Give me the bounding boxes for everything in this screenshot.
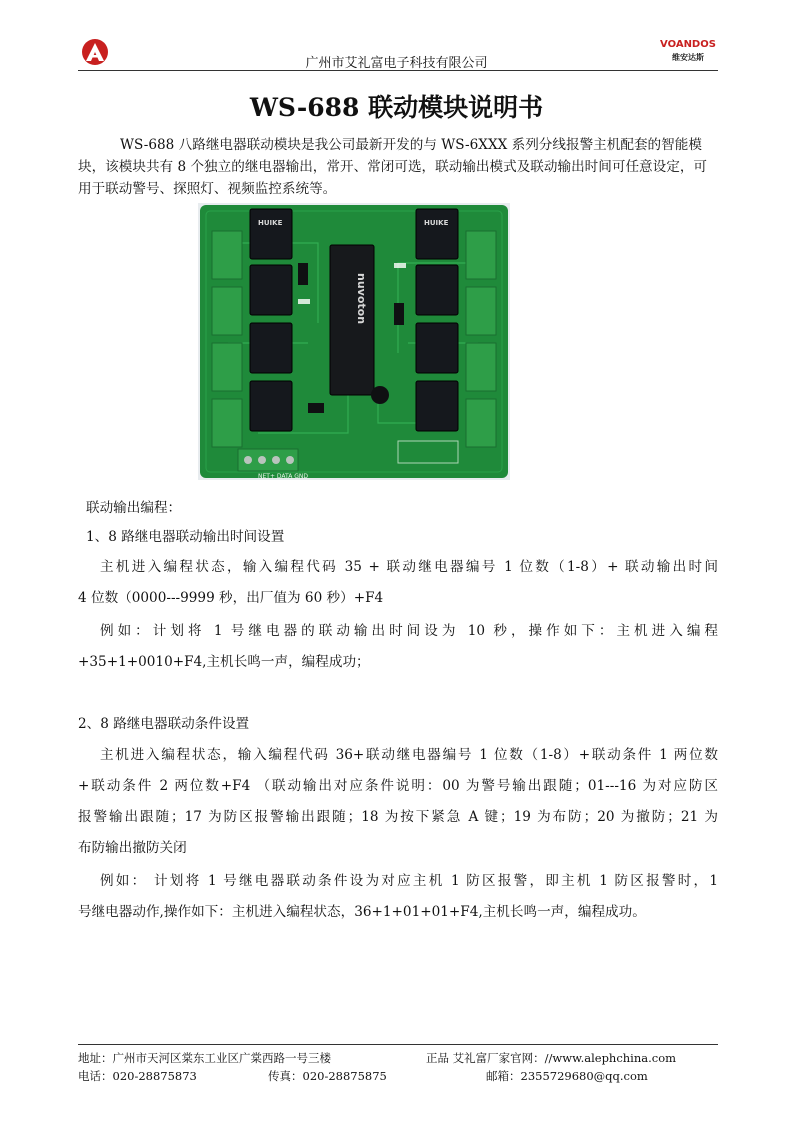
footer-fax: 传真：020-28875875 bbox=[268, 1069, 387, 1083]
footer-address: 地址：广州市天河区棠东工业区广棠西路一号三楼 bbox=[78, 1051, 331, 1065]
section2-line1: 主机进入编程状态，输入编程代码 36+联动继电器编号 1 位数（1-8）+联动条件 1 两位数 bbox=[100, 747, 718, 763]
header-divider bbox=[78, 70, 718, 71]
intro-paragraph bbox=[78, 134, 718, 200]
section1-line2: 4 位数（0000---9999 秒，出厂值为 60 秒）+F4 bbox=[78, 590, 384, 606]
brand-subtitle: 维安达斯 bbox=[672, 52, 704, 62]
intro-text: WS-688 八路继电器联动模块是我公司最新开发的与 WS-6XXX 系列分线报警主机配套的智能模块，该模块共有 8 个独立的继电器输出，常开、常闭可选，联动输出模式及联动输出时间可任意设定，可用于联动警号、探照灯、视频监控系统等。 bbox=[78, 137, 708, 197]
section1-example-line1: 例如：计划将 1 号继电器的联动输出时间设为 10 秒，操作如下：主机进入编程 bbox=[100, 623, 718, 639]
board-bottom-label: NET+ DATA GND bbox=[258, 473, 309, 480]
section1-line1: 主机进入编程状态，输入编程代码 35 + 联动继电器编号 1 位数（1-8）+ 联动输出时间 bbox=[100, 559, 718, 575]
section2-line3: 报警输出跟随；17 为防区报警输出跟随；18 为按下紧急 A 键；19 为布防；20 为撤防；21 为 bbox=[78, 809, 718, 825]
section1-example-line2: +35+1+0010+F4,主机长鸣一声，编程成功； bbox=[78, 654, 370, 670]
section2-example-line2: 号继电器动作,操作如下：主机进入编程状态，36+1+01+01+F4,主机长鸣一声，编程成功。 bbox=[78, 904, 646, 920]
section2-example-line1: 例如： 计划将 1 号继电器联动条件设为对应主机 1 防区报警，即主机 1 防区报警时，1 bbox=[100, 873, 718, 889]
footer-website: 正品 艾礼富厂家官网：//www.alephchina.com bbox=[426, 1051, 677, 1065]
relay-label: HUIKE bbox=[258, 219, 283, 227]
product-photo bbox=[198, 203, 510, 480]
document-title: WS-688 联动模块说明书 bbox=[249, 93, 544, 122]
brand-logo bbox=[655, 40, 721, 61]
section-heading: 联动输出编程： bbox=[86, 500, 182, 516]
section2-heading: 2、8 路继电器联动条件设置 bbox=[78, 716, 250, 732]
footer-divider bbox=[78, 1044, 718, 1045]
section1-heading: 1、8 路继电器联动输出时间设置 bbox=[86, 529, 285, 545]
header-company-name: 广州市艾礼富电子科技有限公司 bbox=[305, 56, 488, 71]
footer-phone: 电话：020-28875873 bbox=[78, 1069, 197, 1083]
relay-label: HUIKE bbox=[424, 219, 449, 227]
section2-line2: +联动条件 2 两位数+F4 （联动输出对应条件说明：00 为警号输出跟随；01---16 为对应防区 bbox=[78, 778, 718, 794]
chip-label: nuvoton bbox=[355, 273, 368, 325]
section2-line4: 布防输出撤防关闭 bbox=[78, 840, 187, 856]
brand-name: VOANDOS bbox=[660, 39, 716, 50]
footer-email: 邮箱：2355729680@qq.com bbox=[486, 1069, 648, 1083]
